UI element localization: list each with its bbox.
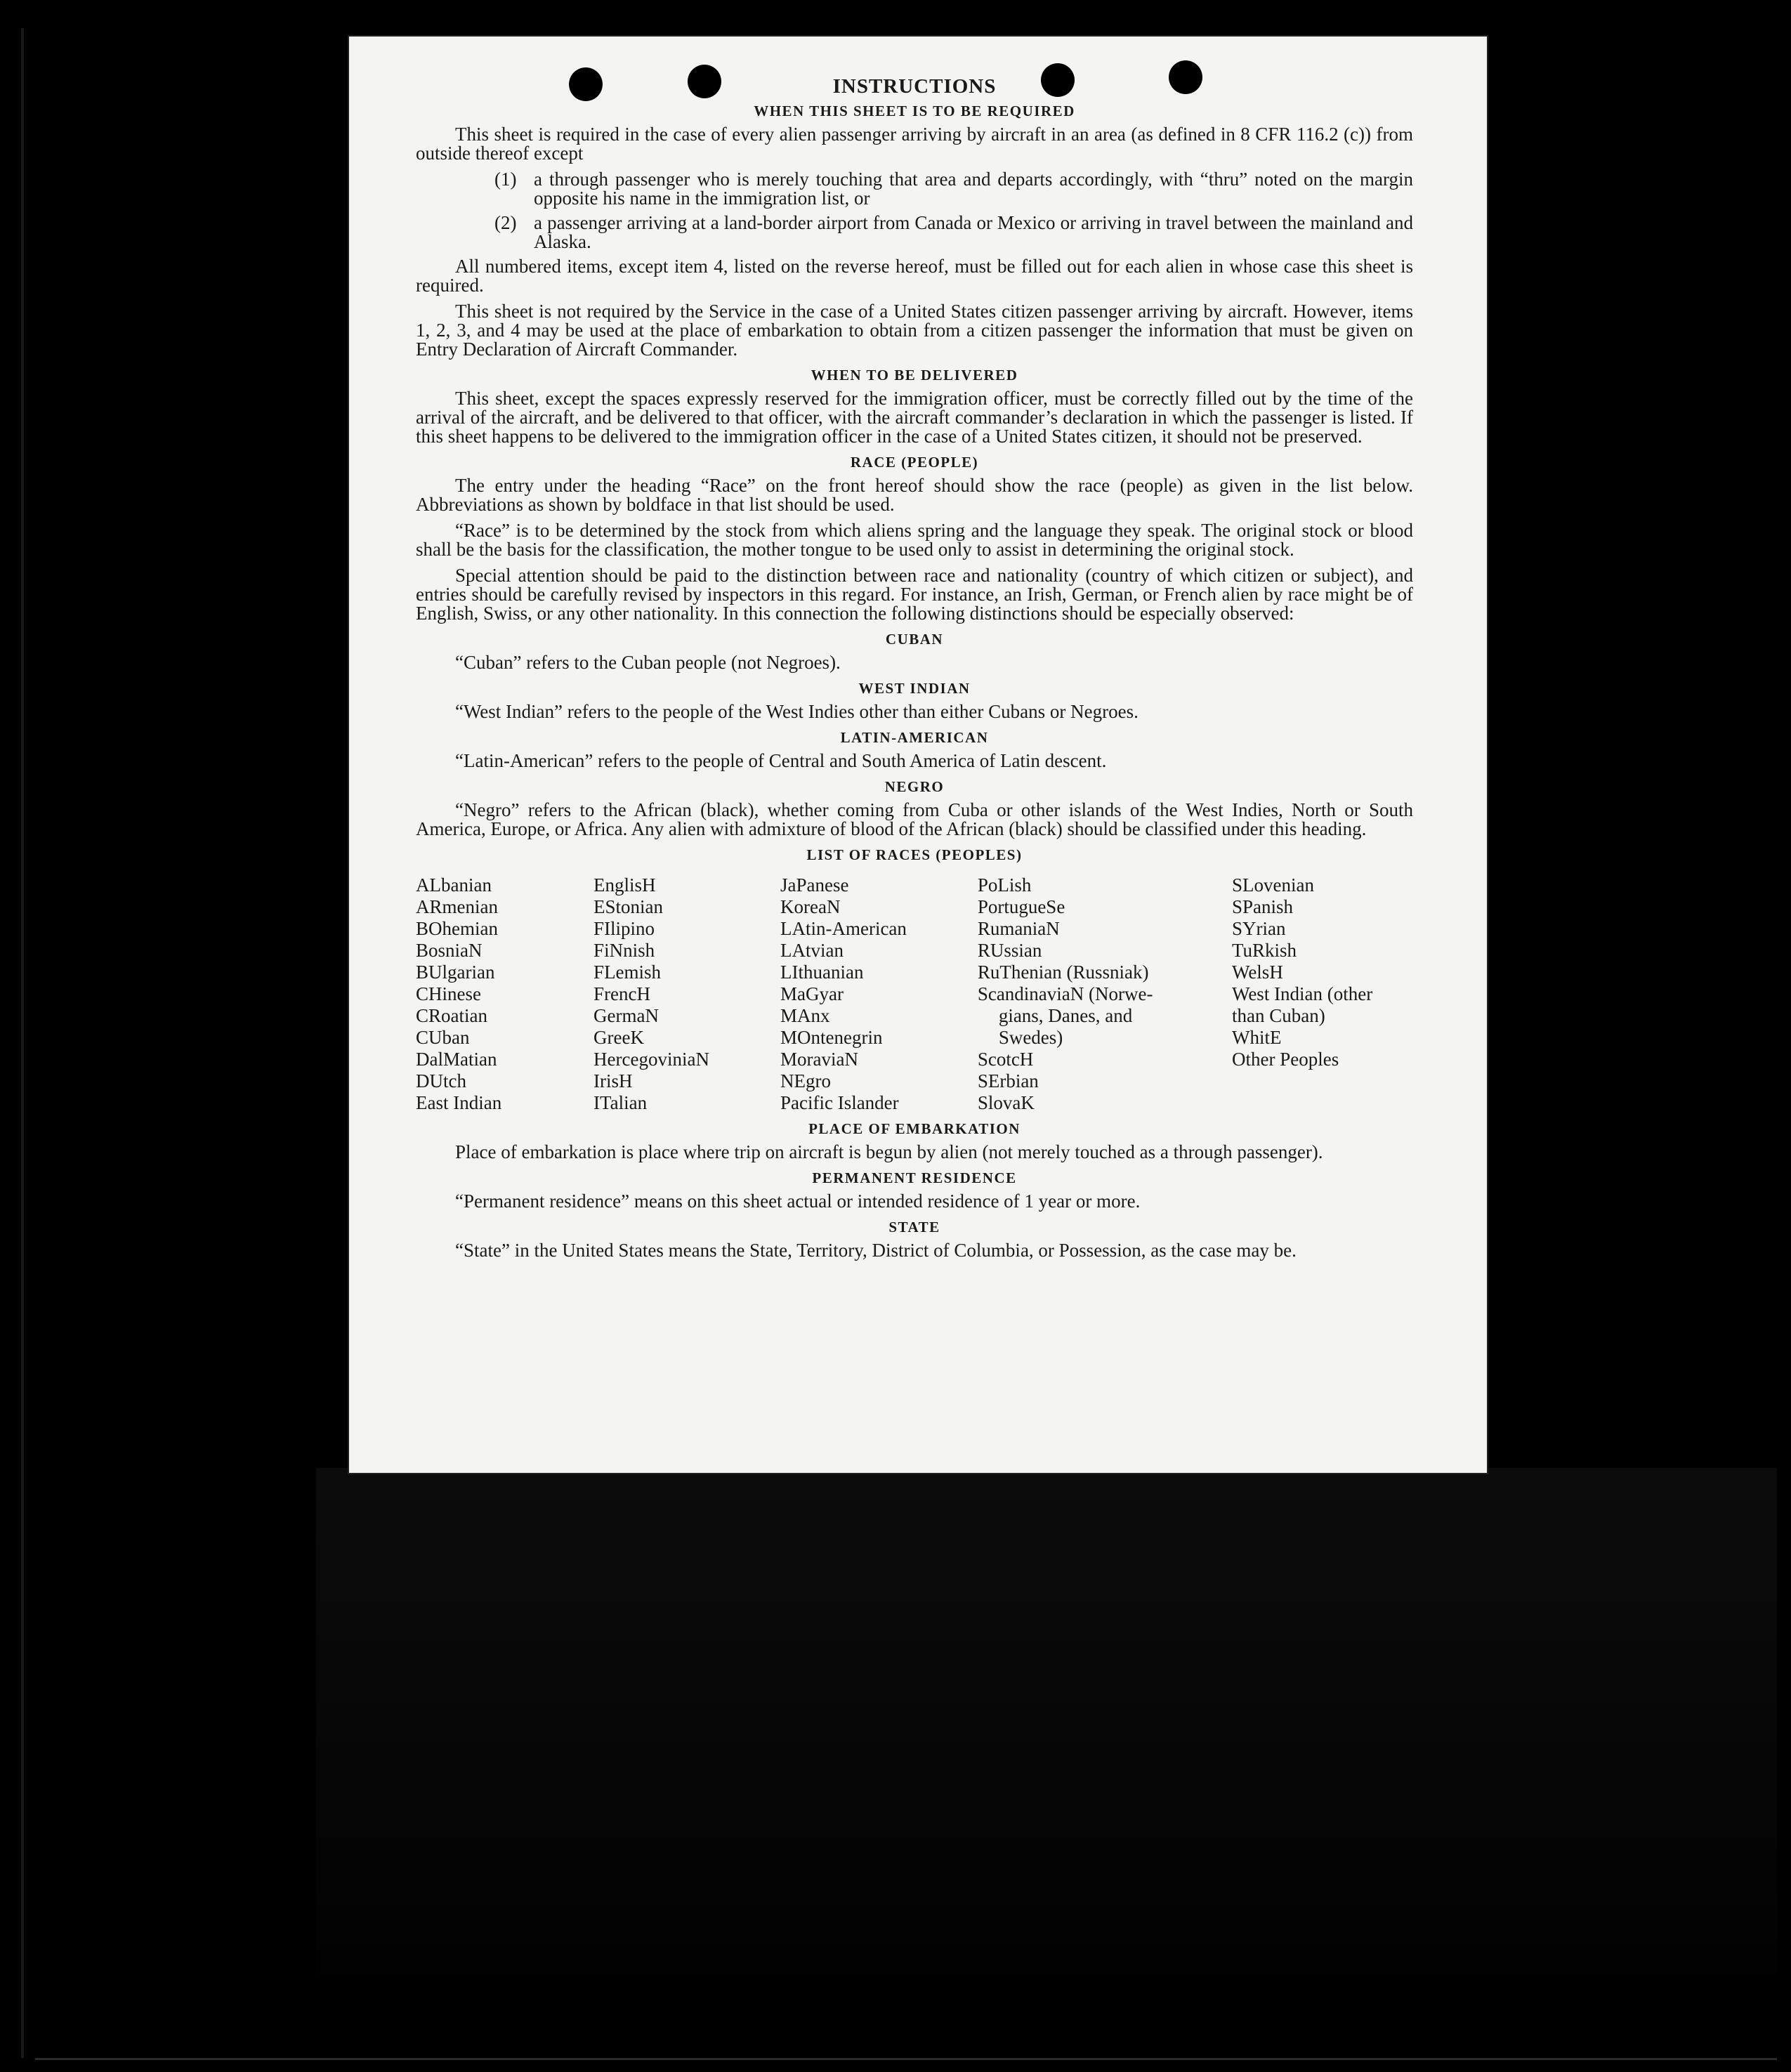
race-paragraph: “Race” is to be determined by the stock from which aliens spring and the language they speak. The original stock or blood shall be the basis for the classification, the mother tongue to be used only to assist in determining the original stock. <box>416 520 1413 560</box>
races-column-5 <box>1232 874 1413 1114</box>
scan-edge-bottom <box>35 2058 1777 2060</box>
state-text: “State” in the United States means the State, Territory, District of Columbia, or Possession, as the case may be. <box>455 1240 1297 1261</box>
section-heading-race: RACE (PEOPLE) <box>850 454 979 471</box>
race-entry: SYrian <box>1232 918 1286 939</box>
race-entry: CUban <box>416 1027 470 1048</box>
required-intro: This sheet is required in the case of every alien passenger arriving by aircraft in an area (as defined in 8 CFR 116.2 (c)) from outside thereof except <box>416 124 1413 164</box>
section-heading-delivered: WHEN TO BE DELIVERED <box>811 367 1018 383</box>
race-entry: West Indian (other <box>1232 983 1373 1004</box>
races-column-4 <box>978 874 1232 1114</box>
section-heading-residence: PERMANENT RESIDENCE <box>812 1169 1017 1186</box>
race-entry: ALbanian <box>416 874 492 896</box>
race-entry: EStonian <box>593 896 664 917</box>
race-entry: TuRkish <box>1232 940 1297 961</box>
residence-text: “Permanent residence” means on this sheet actual or intended residence of 1 year or more. <box>455 1191 1141 1212</box>
race-entry: gians, Danes, and <box>998 1005 1133 1026</box>
race-entry: JaPanese <box>780 874 849 896</box>
section-heading-list-of-races: LIST OF RACES (PEOPLES) <box>806 846 1023 863</box>
race-entry: Other Peoples <box>1232 1049 1339 1070</box>
race-entry: MOntenegrin <box>780 1027 883 1048</box>
races-column-2 <box>593 874 780 1114</box>
race-entry: FiNnish <box>593 940 655 961</box>
delivered-text: This sheet, except the spaces expressly reserved for the immigration officer, must be correctly filled out by the time of the arrival of the aircraft, and be delivered to that officer, with the aircraft commander’s declaration in which the passenger is listed. If this sheet happens to be delivered to the immigration officer in the case of a United States citizen, it should not be preserved. <box>416 388 1413 447</box>
cuban-text: “Cuban” refers to the Cuban people (not Negroes). <box>455 652 841 673</box>
race-entry: East Indian <box>416 1092 502 1113</box>
race-entry: MAnx <box>780 1005 830 1026</box>
race-entry: than Cuban) <box>1232 1005 1325 1026</box>
race-entry: BOhemian <box>416 918 498 939</box>
race-entry: DalMatian <box>416 1049 497 1070</box>
races-list <box>416 874 1413 1114</box>
section-heading-embarkation: PLACE OF EMBARKATION <box>808 1120 1021 1137</box>
race-entry: RUssian <box>977 940 1042 961</box>
west-indian-text: “West Indian” refers to the people of the West Indies other than either Cubans or Negroes. <box>455 701 1139 722</box>
exception-item: (2) a passenger arriving at a land-border airport from Canada or Mexico or arriving in travel between the mainland and Alaska. <box>494 212 1413 252</box>
negro-text: “Negro” refers to the African (black), whether coming from Cuba or other islands of the West Indies, North or South America, Europe, or Africa. Any alien with admixture of blood of the African (black) should be classified under this heading. <box>416 799 1413 839</box>
race-entry: FrencH <box>593 983 651 1004</box>
race-entry: ScandinaviaN (Norwe- <box>977 983 1153 1004</box>
race-entry: LAtvian <box>780 940 844 961</box>
section-heading-required: WHEN THIS SHEET IS TO BE REQUIRED <box>754 103 1075 119</box>
race-entry: SlovaK <box>977 1092 1035 1113</box>
race-entry: PoLish <box>977 874 1032 896</box>
race-entry: ScotcH <box>977 1049 1034 1070</box>
race-entry: GermaN <box>593 1005 660 1026</box>
numbered-items-text: All numbered items, except item 4, listed on the reverse hereof, must be filled out for each alien in whose case this sheet is required. <box>416 256 1413 296</box>
race-entry: ITalian <box>593 1092 648 1113</box>
race-entry: DUtch <box>416 1070 466 1091</box>
race-entry: LAtin-American <box>780 918 907 939</box>
race-entry: WhitE <box>1232 1027 1282 1048</box>
race-entry: FLemish <box>593 962 662 983</box>
section-heading-west-indian: WEST INDIAN <box>858 680 971 697</box>
race-entry: EnglisH <box>593 874 656 896</box>
page-title: INSTRUCTIONS <box>832 75 997 98</box>
race-entry: SErbian <box>977 1070 1039 1091</box>
film-shadow-zone <box>316 1468 1777 1974</box>
section-heading-latin-american: LATIN-AMERICAN <box>840 729 989 746</box>
race-paragraph: The entry under the heading “Race” on the front hereof should show the race (people) as given in the list below. Abbreviations as shown by boldface in that list should be used. <box>416 475 1413 515</box>
races-column-3 <box>780 874 978 1114</box>
race-entry: BUlgarian <box>416 962 495 983</box>
race-entry: FIlipino <box>593 918 655 939</box>
section-heading-negro: NEGRO <box>884 778 945 795</box>
races-column-1 <box>416 874 593 1114</box>
citizen-text: This sheet is not required by the Service in the case of a United States citizen passenger arriving by aircraft. However, items 1, 2, 3, and 4 may be used at the place of embarkation to obtain from a citizen passenger the information that must be given on Entry Declaration of Aircraft Commander. <box>416 301 1413 360</box>
race-entry: PortugueSe <box>977 896 1065 917</box>
section-heading-state: STATE <box>888 1219 940 1235</box>
latin-american-text: “Latin-American” refers to the people of Central and South America of Latin descent. <box>455 750 1107 771</box>
race-entry: SLovenian <box>1232 874 1314 896</box>
race-entry: GreeK <box>593 1027 645 1048</box>
race-entry: NEgro <box>780 1070 831 1091</box>
race-paragraph: Special attention should be paid to the distinction between race and nationality (country of which citizen or subject), and entries should be carefully revised by inspectors in this regard. For instance, an Irish, German, or French alien by race might be of English, Swiss, or any other nationality. In this connection the following distinctions should be especially observed: <box>416 565 1413 624</box>
exception-item: (1) a through passenger who is merely touching that area and departs accordingly, with “thru” noted on the margin opposite his name in the immigration list, or <box>494 169 1413 209</box>
race-entry: CHinese <box>416 983 481 1004</box>
race-entry: KoreaN <box>780 896 841 917</box>
embarkation-text: Place of embarkation is place where trip on aircraft is begun by alien (not merely touched as a through passenger). <box>455 1141 1323 1162</box>
race-entry: IrisH <box>593 1070 633 1091</box>
section-heading-cuban: CUBAN <box>885 631 944 648</box>
race-entry: SPanish <box>1232 896 1294 917</box>
race-entry: MoraviaN <box>780 1049 858 1070</box>
race-entry: RuThenian (Russniak) <box>977 962 1149 983</box>
race-entry: WelsH <box>1232 962 1283 983</box>
race-entry: MaGyar <box>780 983 844 1004</box>
scan-edge-left <box>21 28 24 2058</box>
race-entry: Swedes) <box>998 1027 1063 1048</box>
document-content <box>416 77 1413 1267</box>
race-entry: ARmenian <box>416 896 498 917</box>
document-page <box>349 37 1487 1473</box>
race-entry: RumaniaN <box>977 918 1060 939</box>
race-entry: HercegoviniaN <box>593 1049 709 1070</box>
race-entry: LIthuanian <box>780 962 864 983</box>
race-entry: Pacific Islander <box>780 1092 899 1113</box>
race-entry: CRoatian <box>416 1005 487 1026</box>
race-entry: BosniaN <box>416 940 483 961</box>
